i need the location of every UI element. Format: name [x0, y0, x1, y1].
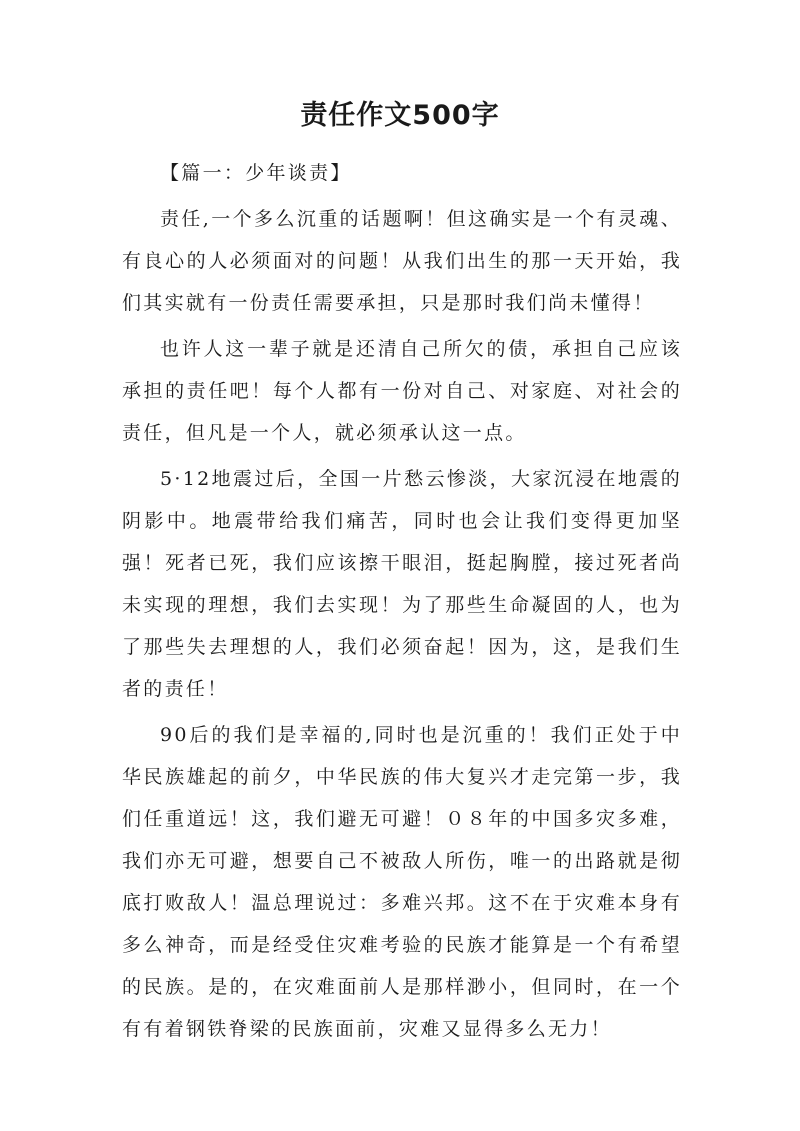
paragraph-3: 5·12地震过后，全国一片愁云惨淡，大家沉浸在地震的阴影中。地震带给我们痛苦，同时也会让我们变得更加坚强！死者已死，我们应该擦干眼泪，挺起胸膛，接过死者尚未实现的理想，我们去实现！为了那些生命凝固的人，也为了那些失去理想的人，我们必须奋起！因为，这，是我们生者的责任！ [122, 468, 682, 700]
section-heading: 【篇一：少年谈责】 [160, 162, 352, 184]
document-body [122, 152, 682, 1054]
document-title: 责任作文500字 [300, 100, 500, 131]
paragraph-4: 90后的我们是幸福的,同时也是沉重的！我们正处于中华民族雄起的前夕，中华民族的伟大复兴才走完第一步，我们任重道远！这，我们避无可避！０８年的中国多灾多难，我们亦无可避，想要自己不被敌人所伤，唯一的出路就是彻底打败敌人！温总理说过：多难兴邦。这不在于灾难本身有多么神奇，而是经受住灾难考验的民族才能算是一个有希望的民族。是的，在灾难面前人是那样渺小，但同时，在一个有有着钢铁脊梁的民族面前，灾难又显得多么无力！ [122, 724, 682, 1040]
paragraph-2: 也许人这一辈子就是还清自己所欠的债，承担自己应该承担的责任吧！每个人都有一份对自己、对家庭、对社会的责任，但凡是一个人，就必须承认这一点。 [122, 338, 682, 444]
paragraph-1: 责任,一个多么沉重的话题啊！但这确实是一个有灵魂、有良心的人必须面对的问题！从我们出生的那一天开始，我们其实就有一份责任需要承担，只是那时我们尚未懂得！ [122, 208, 682, 314]
